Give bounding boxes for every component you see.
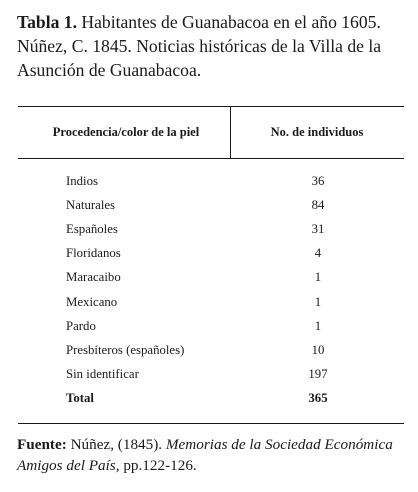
- table-row: [18, 314, 404, 338]
- table-row: [18, 363, 404, 387]
- table-row: [18, 193, 404, 217]
- caption-text: Habitantes de Guanabacoa en el año 1605. Núñez, C. 1845. Noticias históricas de la Villa de la Asunción de Guanabacoa.: [17, 12, 382, 80]
- row-label: Maracaibo: [66, 270, 121, 285]
- source-title: Memorias de la Sociedad Económica Amigos del País: [17, 436, 393, 474]
- total-value: 365: [308, 391, 328, 406]
- row-value: 1: [314, 318, 322, 333]
- table-row: [18, 217, 404, 241]
- row-value: 4: [314, 246, 322, 261]
- row-value: 36: [311, 173, 325, 188]
- total-row: [18, 387, 404, 411]
- source-note: [17, 434, 412, 476]
- row-label: Naturales: [66, 197, 116, 212]
- row-label: Presbíteros (españoles): [66, 342, 185, 357]
- row-value: 1: [314, 270, 322, 285]
- row-label: Floridanos: [66, 246, 121, 261]
- row-label: Sin identificar: [66, 367, 139, 382]
- table-row: [18, 169, 404, 193]
- table-bottom-rule: [18, 423, 404, 424]
- header-count: No. de individuos: [270, 125, 364, 139]
- row-label: Mexicano: [66, 294, 118, 309]
- source-label: Fuente:: [17, 436, 67, 453]
- table-row: [18, 266, 404, 290]
- table-row: [18, 290, 404, 314]
- population-table: [18, 106, 404, 424]
- caption-label: Tabla 1.: [17, 12, 77, 32]
- source-pages: , pp.122-126.: [115, 457, 197, 474]
- row-value: 84: [311, 197, 325, 212]
- source-author: Núñez, (1845).: [66, 436, 166, 453]
- row-value: 197: [308, 367, 328, 382]
- table-row: [18, 338, 404, 362]
- table-body: [18, 159, 404, 411]
- row-label: Pardo: [66, 318, 96, 333]
- row-value: 10: [311, 342, 325, 357]
- row-label: Indios: [66, 173, 98, 188]
- row-value: 1: [314, 294, 322, 309]
- table-header: [18, 107, 404, 158]
- table-caption: [17, 10, 412, 82]
- header-origin: Procedencia/color de la piel: [52, 125, 200, 139]
- header-divider: [230, 107, 231, 158]
- total-label: Total: [66, 391, 94, 406]
- row-label: Españoles: [66, 221, 118, 236]
- row-value: 31: [311, 221, 325, 236]
- table-row: [18, 242, 404, 266]
